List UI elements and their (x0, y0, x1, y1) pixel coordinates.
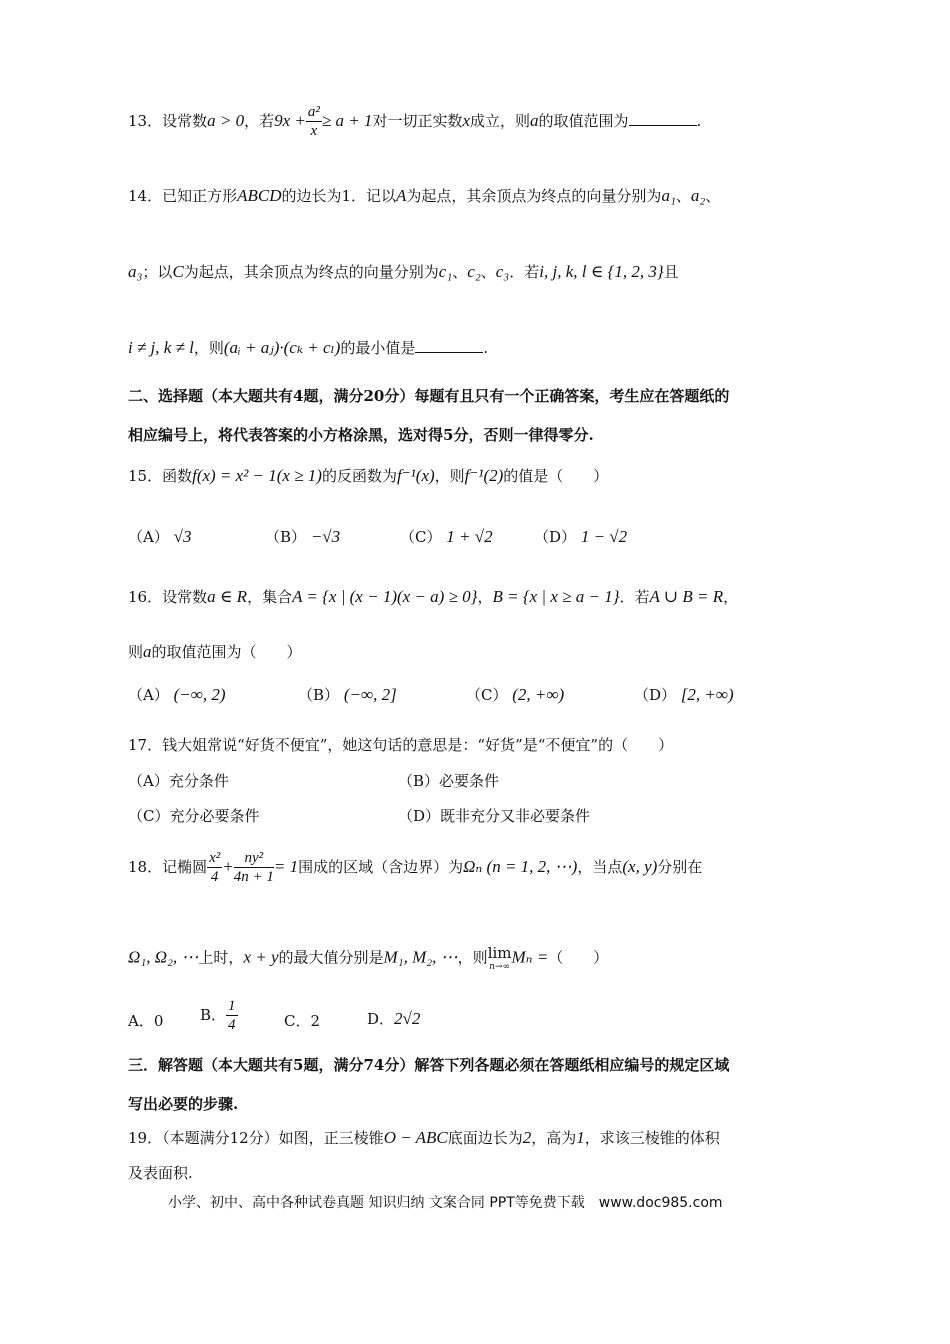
q13-answer-blank[interactable] (629, 111, 697, 126)
q18-stem-1: 18．记椭圆 $\frac{\text{x²}}{4}$ + $\frac{\text{ny²}}{4n + 1}$ = 1围成的区域（含边界）为Ωₙ (n = 1, 2, ⋯)，当点(x, y)分别在 (128, 850, 703, 885)
page-footer: 小学、初中、高中各种试卷真题 知识归纳 文案合同 PPT等免费下载 www.doc985.com (168, 1195, 723, 1211)
section3-heading-2: 写出必要的步骤. (128, 1095, 239, 1113)
q16-option-c[interactable]: （C） (2, +∞) (466, 685, 565, 704)
q15-option-b[interactable]: （B） −√3 (265, 527, 341, 546)
q15-option-a[interactable]: （A） √3 (128, 527, 192, 546)
q13-line: 13．设常数a > 0，若9x + $\frac{\text{a²}}{x}$ ≥ a + 1对一切正实数x成立，则a的取值范围为 . (128, 104, 702, 139)
q18-option-a[interactable]: A．0 (128, 1012, 164, 1030)
q18-option-c[interactable]: C．2 (284, 1012, 321, 1030)
q14-line-3: i ≠ j, k ≠ l，则(aᵢ + aⱼ)·(cₖ + cₗ)的最小值是 . (128, 338, 489, 357)
q14-line-2: a₃；以C为起点，其余顶点为终点的向量分别为c₁、c₂、c₃．若i, j, k, l ∈ {1, 2, 3}且 (128, 262, 679, 281)
q15-option-c[interactable]: （C） 1 + √2 (400, 527, 493, 546)
q18-option-b[interactable]: B． $\frac{1}{4}$ (200, 998, 236, 1033)
q15-stem: 15．函数f(x) = x² − 1(x ≥ 1)的反函数为f⁻¹(x)，则f⁻¹(2)的值是（ ） (128, 466, 609, 485)
q19-stem-1: 19．（本题满分12分）如图，正三棱锥O − ABC底面边长为2，高为1，求该三棱锥的体积 (128, 1128, 720, 1147)
q14-answer-blank[interactable] (415, 338, 483, 353)
q17-option-a[interactable]: （A）充分条件 (128, 772, 229, 790)
q18-option-d[interactable]: D．2√2 (367, 1009, 421, 1028)
q18-limit: lim n→∞ (487, 944, 512, 972)
q18-fraction-2: $\frac{\text{ny²}}{4n + 1}$ (233, 850, 274, 885)
q18-fraction-1: $\frac{\text{x²}}{4}$ (209, 850, 221, 885)
q17-stem: 17．钱大姐常说“好货不便宜”，她这句话的意思是：“好货”是“不便宜”的（ ） (128, 736, 674, 754)
q15-option-d[interactable]: （D） 1 − √2 (534, 527, 628, 546)
q17-option-c[interactable]: （C）充分必要条件 (128, 807, 260, 825)
q17-option-d[interactable]: （D）既非充分又非必要条件 (398, 807, 591, 825)
section3-heading-1: 三．解答题（本大题共有5题，满分74分）解答下列各题必须在答题纸相应编号的规定区域 (128, 1056, 730, 1074)
q13-cond: a > 0 (207, 110, 245, 130)
q16-stem-2: 则a的取值范围为（ ） (128, 642, 302, 661)
q16-option-d[interactable]: （D） [2, +∞) (634, 685, 734, 704)
section2-heading-2: 相应编号上，将代表答案的小方格涂黑，选对得5分，否则一律得零分. (128, 426, 594, 444)
q13-fraction: $\frac{\text{a²}}{x}$ (307, 104, 320, 139)
q18-stem-2: Ω₁, Ω₂, ⋯上时，x + y的最大值分别是M₁, M₂, ⋯，则 lim n→∞ Mₙ =（ ） (128, 944, 609, 972)
q19-stem-2: 及表面积. (128, 1164, 193, 1182)
q17-option-b[interactable]: （B）必要条件 (398, 772, 500, 790)
q14-line-1: 14．已知正方形ABCD的边长为1．记以A为起点，其余顶点为终点的向量分别为a₁、a₂、 (128, 186, 721, 205)
q16-stem-1: 16．设常数a ∈ R，集合A = {x | (x − 1)(x − a) ≥ 0}，B = {x | x ≥ a − 1}．若A ∪ B = R， (128, 587, 739, 606)
q16-option-a[interactable]: （A） (−∞, 2) (128, 685, 226, 704)
q16-option-b[interactable]: （B） (−∞, 2] (298, 685, 397, 704)
section2-heading-1: 二、选择题（本大题共有4题，满分20分）每题有且只有一个正确答案，考生应在答题纸的 (128, 387, 730, 405)
